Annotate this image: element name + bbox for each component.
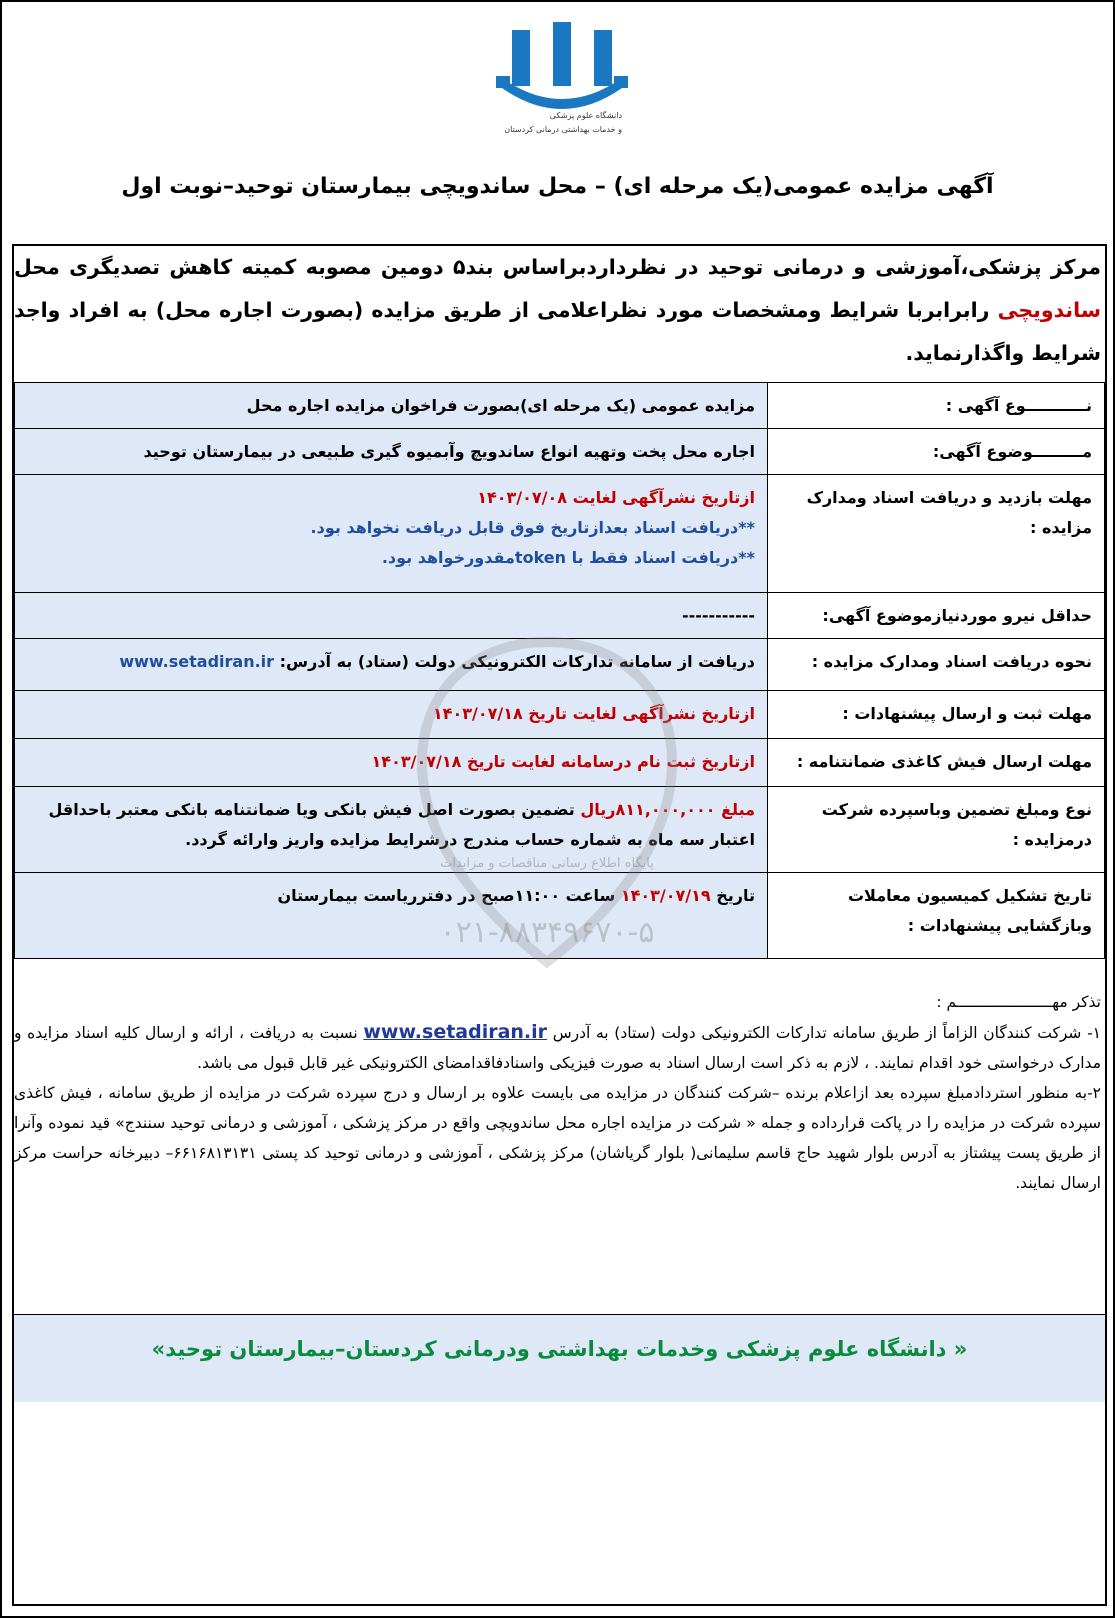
row-label-guarantee-amount: نوع ومبلغ تضمین وباسپرده شرکت درمزایده :	[768, 787, 1105, 873]
university-logo	[472, 16, 652, 148]
setadiran-url[interactable]: www.setadiran.ir	[119, 652, 275, 671]
row-label-subject: مـــــــــوضوع آگهی:	[768, 429, 1105, 475]
table-row	[15, 593, 1105, 639]
intro-highlight-word: ساندویچی	[997, 298, 1101, 322]
note-1-text-pre: ۱- شرکت کنندگان الزاماً از طریق سامانه تدارکات الکترونیکی دولت (ستاد) به آدرس	[547, 1024, 1101, 1042]
guarantee-amount: مبلغ ۸۱۱,۰۰۰,۰۰۰ریال	[580, 800, 755, 819]
row-value-min-staff: -----------	[15, 593, 768, 639]
notes-section	[14, 987, 1101, 1312]
row-value-commission-date	[15, 873, 768, 959]
row-label-submission-deadline: مهلت ثبت و ارسال پیشنهادات :	[768, 691, 1105, 739]
visit-deadline-date: ازتاریخ نشرآگهی لغایت ۱۴۰۳/۰۷/۰۸	[477, 488, 755, 507]
row-label-min-staff: حداقل نیرو موردنیازموضوع آگهی:	[768, 593, 1105, 639]
setadiran-link[interactable]: www.setadiran.ir	[363, 1021, 548, 1043]
note-1	[14, 1017, 1101, 1078]
visit-deadline-note1: **دریافت اسناد بعدازتاریخ فوق قابل دریافت نخواهد بود.	[310, 518, 755, 537]
row-value-guarantee-amount	[15, 787, 768, 873]
notes-heading: تذکر مهـــــــــــــــــــــم :	[936, 993, 1101, 1011]
logo-text-line2: و خدمات بهداشتی درمانی کردستان	[504, 125, 622, 134]
logo-emblem-icon	[472, 16, 652, 148]
row-label-guarantee-deadline: مهلت ارسال فیش کاغذی ضمانتنامه :	[768, 739, 1105, 787]
intro-text-part2: رابرابربا شرایط ومشخصات مورد نظراعلامی از طریق مزایده (بصورت اجاره محل) به افراد واجد شرایط واگذارنماید.	[14, 298, 1101, 365]
logo-text-line1: دانشگاه علوم پزشکی	[549, 111, 622, 120]
announcement-title: آگهی مزایده عمومی(یک مرحله ای) – محل ساندویچی بیمارستان توحید–نوبت اول	[121, 174, 994, 199]
row-label-commission-date: تاریخ تشکیل کمیسیون معاملات وبازگشایی پیشنهادات :	[768, 873, 1105, 959]
note-1-text-post: نسبت به دریافت ، ارائه و ارسال کلیه اسناد مزایده و مدارک درخواستی خود اقدام نمایند. ، لازم به ذکر است ارسال اسناد به صورت فیزیکی واسنادفاقدامضای الکترونیکی غیر قابل قبول می باشد.	[14, 1024, 1101, 1072]
table-row	[15, 873, 1105, 959]
table-row	[15, 475, 1105, 593]
row-value-subject: اجاره محل پخت وتهیه انواع ساندویچ وآبمیوه گیری طبیعی در بیمارستان توحید	[15, 429, 768, 475]
row-label-type: نـــــــــــوع آگهی :	[768, 383, 1105, 429]
intro-paragraph	[14, 246, 1101, 380]
table-row	[15, 787, 1105, 873]
watermark-phone: ۰۲۱-۸۸۳۴۹۶۷۰-۵	[439, 915, 655, 950]
table-row	[15, 383, 1105, 429]
commission-date-prefix: تاریخ	[710, 886, 755, 905]
details-table	[14, 382, 1105, 959]
table-row	[15, 639, 1105, 691]
doc-method-text: دریافت از سامانه تدارکات الکترونیکی دولت (ستاد) به آدرس:	[279, 652, 755, 671]
watermark-text: پایگاه اطلاع رسانی مناقصات و مزایدات	[440, 856, 654, 871]
row-label-visit-deadline: مهلت بازدید و دریافت اسناد ومدارک مزایده :	[768, 475, 1105, 593]
intro-text-part1: مرکز پزشکی،آموزشی و درمانی توحید در نظرداردبراساس بند۵ دومین مصوبه کمیته کاهش تصدیگری محل	[14, 255, 1101, 279]
row-value-guarantee-deadline: ازتاریخ ثبت نام درسامانه لغایت تاریخ ۱۴۰۳/۰۷/۱۸	[15, 739, 768, 787]
commission-time-place: ساعت ۱۱:۰۰صبح در دفترریاست بیمارستان	[277, 886, 621, 905]
row-value-visit-deadline	[15, 475, 768, 593]
visit-deadline-note2: **دریافت اسناد فقط با tokenمقدورخواهد بود.	[381, 548, 755, 567]
commission-date: ۱۴۰۳/۰۷/۱۹	[620, 886, 711, 905]
row-label-doc-method: نحوه دریافت اسناد ومدارک مزایده :	[768, 639, 1105, 691]
row-value-doc-method	[15, 639, 768, 691]
row-value-type: مزایده عمومی (یک مرحله ای)بصورت فراخوان مزایده اجاره محل	[15, 383, 768, 429]
note-2: ۲-به منظور استردادمبلغ سپرده بعد ازاعلام برنده –شرکت کنندگان در مزایده می بایست علاوه بر ارسال و درج سپرده شرکت در مزایده از طریق سامانه ، فیش کاغذی سپرده شرکت در مزایده را در پاکت قرارداده و جمله « شرکت در مزایده اجاره محل ساندویچی واقع در مرکز پزشکی ، آموزشی و درمانی توحید سنندج» قید نموده وآنرا از طریق پست پیشتاز به آدرس بلوار شهید حاج قاسم سلیمانی( بلوار گریاشان) مرکز پزشکی ، آموزشی و درمانی توحید کد پستی ۶۶۱۶۸۱۳۱۳۱– دبیرخانه حراست مرکز ارسال نمایند.	[14, 1084, 1101, 1192]
guarantee-terms: تضمین بصورت اصل فیش بانکی ویا ضمانتنامه بانکی معتبر باحداقل اعتبار سه ماه به شماره حساب مندرج درشرایط مزایده واریز وارائه گردد.	[48, 800, 755, 849]
table-row	[15, 429, 1105, 475]
row-value-submission-deadline: ازتاریخ نشرآگهی لغایت تاریخ ۱۴۰۳/۰۷/۱۸	[15, 691, 768, 739]
footer-banner: « دانشگاه علوم پزشکی وخدمات بهداشتی ودرمانی کردستان–بیمارستان توحید»	[14, 1314, 1105, 1402]
table-row	[15, 691, 1105, 739]
table-row	[15, 739, 1105, 787]
